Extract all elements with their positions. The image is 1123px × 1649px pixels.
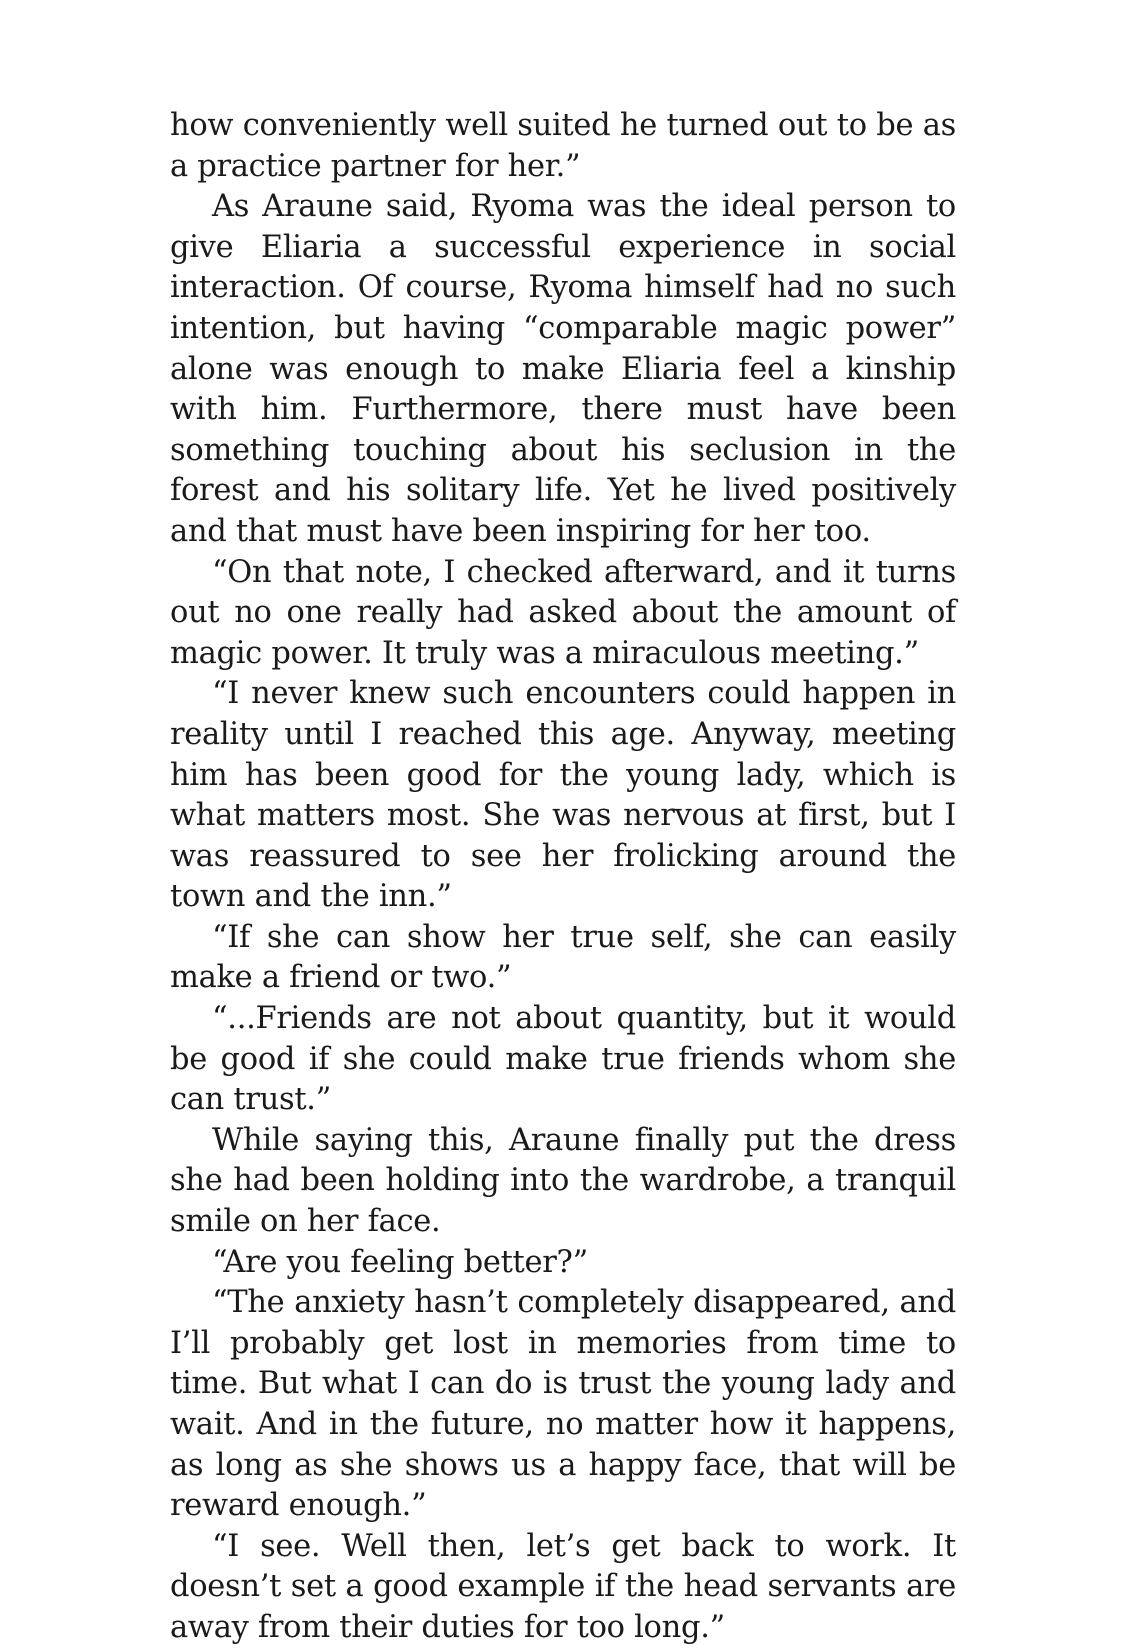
paragraph: “I never knew such encounters could happen in reality until I reached this age. Anyway, meeting him has been good for the young lady, which is what matters most. She was nervous at first, but I was reassured to see her frolicking around the town and the inn.” [170, 676, 956, 915]
paragraph: While saying this, Araune finally put the dress she had been holding into the wardrobe, a tranquil smile on her face. [170, 1122, 956, 1240]
paragraph-continued: how conveniently well suited he turned out to be as a practice partner for her.” [170, 108, 956, 184]
paragraph: “If she can show her true self, she can easily make a friend or two.” [170, 919, 956, 996]
paragraph: As Araune said, Ryoma was the ideal person to give Eliaria a successful experience in social interaction. Of course, Ryoma himself had no such intention, but having “comparable magic power” alone was enough to make Eliaria feel a kinship with him. Furthermore, there must have been something touching about his seclusion in the forest and his solitary life. Yet he lived positively and that must have been inspiring for her too. [170, 189, 956, 549]
paragraph: “On that note, I checked afterward, and it turns out no one really had asked about the amount of magic power. It truly was a miraculous meeting.” [170, 554, 956, 671]
paragraph: “Are you feeling better?” [212, 1244, 588, 1280]
paragraph: “The anxiety hasn’t completely disappeared, and I’ll probably get lost in memories from time to time. But what I can do is trust the young lady and wait. And in the future, no matter how it happens, as long as she shows us a happy face, that will be reward enough.” [170, 1285, 956, 1524]
book-page-text [170, 106, 956, 1649]
paragraph: “I see. Well then, let’s get back to work. It doesn’t set a good example if the head servants are away from their duties for too long.” [170, 1528, 956, 1645]
paragraph: “...Friends are not about quantity, but it would be good if she could make true friends whom she can trust.” [170, 1001, 956, 1118]
